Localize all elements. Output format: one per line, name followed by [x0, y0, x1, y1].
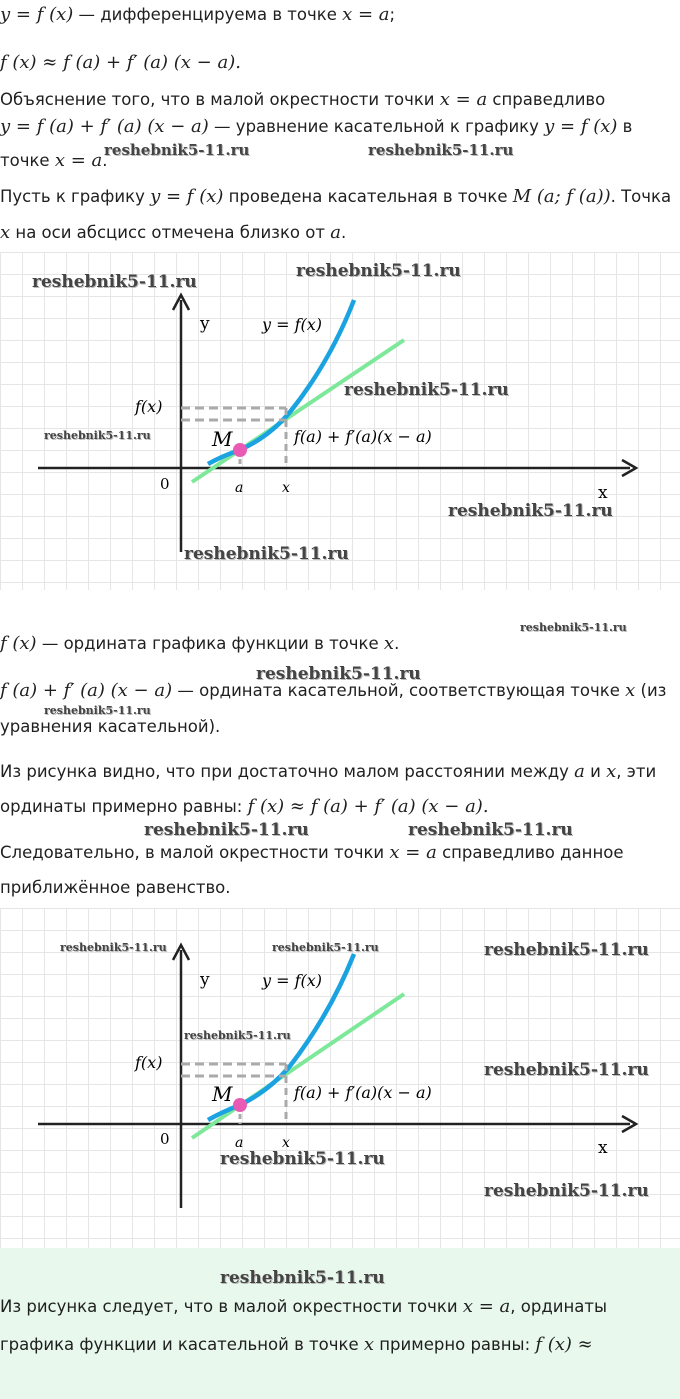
y-axis-label: y — [200, 314, 210, 334]
math-expr: x — [383, 633, 395, 654]
text: . Точка — [610, 187, 672, 206]
math-expr: y = f (a) + f′ (a) (x − a) — [0, 116, 209, 137]
x-axis-label: x — [598, 483, 608, 503]
text: на оси абсцисс отмечена близко от — [10, 223, 331, 242]
text: проведена касательная в точке — [223, 187, 513, 206]
watermark: reshebnik5-11.ru — [484, 1060, 649, 1080]
math-formula: f (x) ≈ f (a) + f′ (a) (x − a). — [247, 796, 489, 817]
math-expr: x = a — [439, 89, 488, 110]
text: приближённое равенство. — [0, 878, 231, 897]
line-1 — [0, 4, 395, 26]
text: ординаты примерно равны: — [0, 797, 248, 816]
math-expr: x — [363, 1334, 375, 1355]
origin-label: 0 — [160, 1130, 170, 1148]
math-expr: y = f (x) — [544, 116, 618, 137]
text: . — [394, 634, 400, 653]
curve-label: y = f(x) — [262, 315, 323, 334]
math-expr: x = a — [342, 4, 390, 25]
point-m — [233, 1098, 247, 1112]
math-formula: f (x) ≈ f (a) + f′ (a) (x − a). — [0, 52, 241, 73]
watermark: reshebnik5-11.ru — [60, 941, 167, 954]
m-label: M — [212, 427, 233, 451]
text: Из рисунка видно, что при достаточно малом расстоянии между — [0, 762, 575, 781]
text: справедливо данное — [436, 843, 624, 862]
graph-1-grid — [0, 252, 680, 590]
y-axis-label: y — [200, 970, 210, 990]
watermark: reshebnik5-11.ru — [484, 1181, 649, 1201]
watermark: reshebnik5-11.ru — [256, 664, 421, 684]
watermark: reshebnik5-11.ru — [368, 141, 514, 159]
para-3 — [0, 716, 220, 738]
watermark: reshebnik5-11.ru — [104, 141, 250, 159]
text: — ордината касательной, соответствующая точке — [172, 681, 626, 700]
para-7 — [0, 877, 231, 899]
watermark: reshebnik5-11.ru — [32, 272, 197, 292]
tangent-label: f(a) + f′(a)(x − a) — [294, 427, 432, 446]
text: Объяснение того, что в малой окрестности точки — [0, 90, 440, 109]
watermark: reshebnik5-11.ru — [44, 704, 151, 717]
watermark: reshebnik5-11.ru — [144, 820, 309, 840]
tangent-label: f(a) + f′(a)(x − a) — [294, 1083, 432, 1102]
para-5 — [0, 796, 489, 818]
point-m — [233, 443, 247, 457]
watermark: reshebnik5-11.ru — [344, 380, 509, 400]
para-6 — [0, 842, 623, 864]
x-tick-label: x — [282, 1135, 290, 1151]
a-tick-label: a — [235, 480, 244, 496]
line-5 — [0, 150, 108, 172]
math-expr: f (x) — [0, 633, 37, 654]
line-4 — [0, 116, 632, 138]
tangent-line — [192, 994, 404, 1138]
para-1 — [0, 633, 399, 655]
line-7 — [0, 222, 346, 244]
a-tick-label: a — [235, 1135, 244, 1151]
text: — дифференцируема в точке — [73, 5, 343, 24]
x-axis-label: x — [598, 1138, 608, 1158]
tangent-graph-1 — [0, 252, 680, 590]
text: точке — [0, 151, 55, 170]
math-expr: x — [625, 680, 636, 701]
math-expr: x — [606, 761, 617, 782]
para-4 — [0, 761, 656, 783]
watermark: reshebnik5-11.ru — [484, 940, 649, 960]
conclusion-line-2 — [0, 1334, 593, 1356]
curve-label: y = f(x) — [262, 971, 323, 990]
text: (из — [635, 681, 667, 700]
line-3 — [0, 89, 605, 111]
watermark: reshebnik5-11.ru — [184, 1029, 291, 1042]
watermark: reshebnik5-11.ru — [520, 621, 627, 634]
text: . — [340, 223, 347, 242]
text: — ордината графика функции в точке — [36, 634, 384, 653]
math-expr: y = f (x) — [0, 4, 74, 25]
m-label: M — [212, 1082, 233, 1106]
origin-label: 0 — [160, 475, 170, 493]
text: примерно равны: — [374, 1335, 536, 1354]
text: и — [584, 762, 607, 781]
math-expr: x — [0, 222, 11, 243]
watermark: reshebnik5-11.ru — [448, 501, 613, 521]
text: , ординаты — [510, 1297, 607, 1316]
math-expr: x = a — [54, 150, 103, 171]
text: . — [102, 151, 108, 170]
x-tick-label: x — [282, 480, 290, 496]
conclusion-line-1 — [0, 1296, 607, 1318]
math-expr: x = a — [462, 1296, 511, 1317]
text: графика функции и касательной в точке — [0, 1335, 364, 1354]
watermark: reshebnik5-11.ru — [220, 1268, 385, 1288]
fx-label: f(x) — [135, 1053, 163, 1072]
math-expr: a — [574, 761, 585, 782]
math-expr: M (a; f (a)) — [512, 186, 611, 207]
math-expr: f (x) ≈ — [535, 1334, 593, 1355]
math-expr: y = f (x) — [150, 186, 224, 207]
text: ; — [389, 5, 396, 24]
watermark: reshebnik5-11.ru — [44, 429, 151, 442]
math-expr: x = a — [389, 842, 437, 863]
text: в — [617, 117, 633, 136]
watermark: reshebnik5-11.ru — [272, 941, 379, 954]
math-expr: f (a) + f′ (a) (x − a) — [0, 680, 173, 701]
watermark: reshebnik5-11.ru — [220, 1149, 385, 1169]
watermark: reshebnik5-11.ru — [296, 261, 461, 281]
text: — уравнение касательной к графику — [208, 117, 545, 136]
math-expr: a — [330, 222, 341, 243]
text: Пусть к графику — [0, 187, 151, 206]
text: Следовательно, в малой окрестности точки — [0, 843, 390, 862]
fx-label: f(x) — [135, 397, 163, 416]
text: Из рисунка следует, что в малой окрестности точки — [0, 1297, 463, 1316]
text: справедливо — [487, 90, 606, 109]
text: , эти — [616, 762, 657, 781]
line-2 — [0, 52, 241, 74]
watermark: reshebnik5-11.ru — [184, 544, 349, 564]
tangent-line — [192, 340, 404, 482]
line-6 — [0, 186, 671, 208]
watermark: reshebnik5-11.ru — [408, 820, 573, 840]
text: уравнения касательной). — [0, 717, 221, 736]
